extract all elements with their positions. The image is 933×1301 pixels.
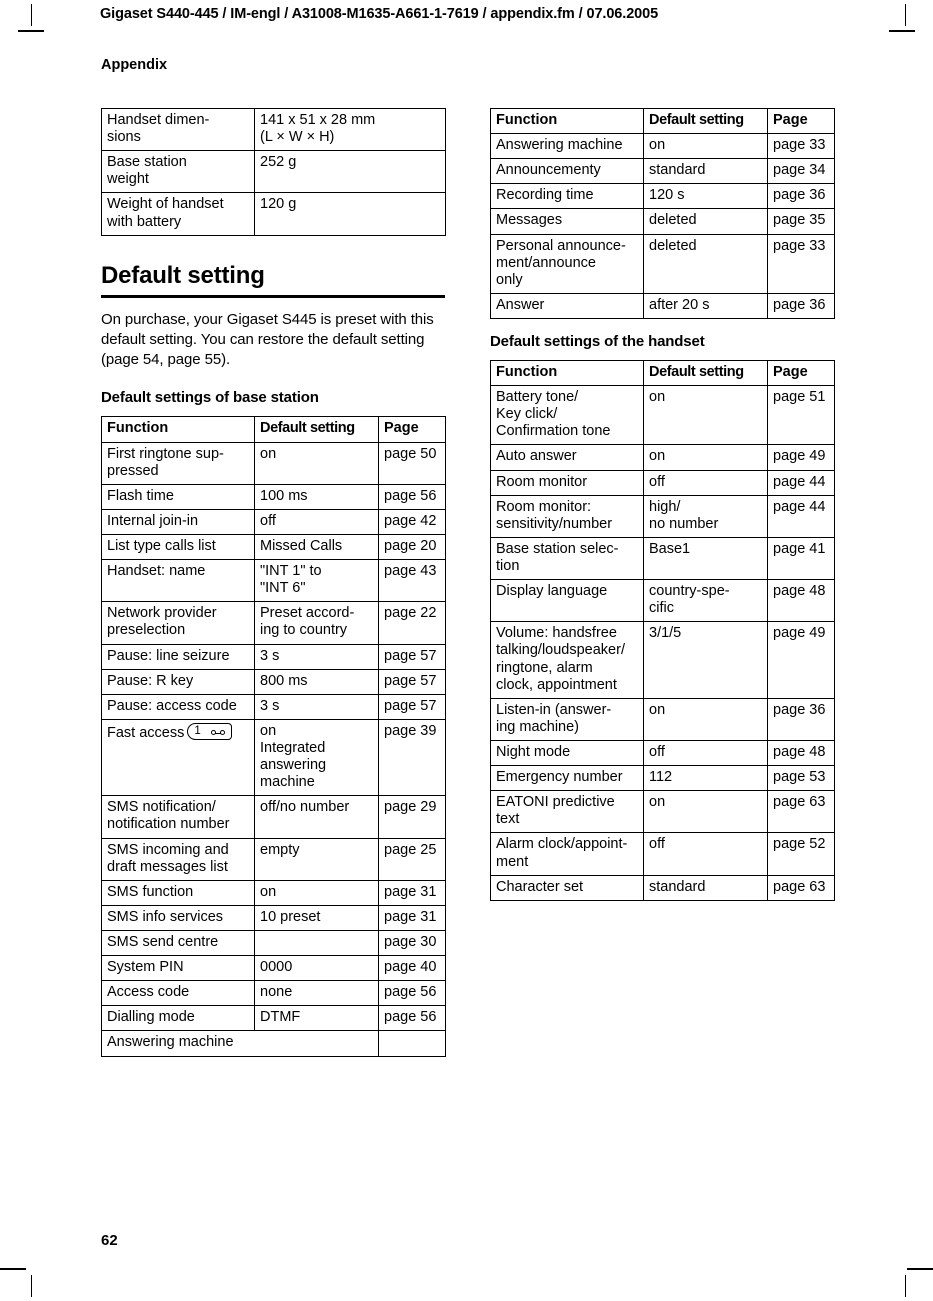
page-cell: page 22 [379,602,446,644]
page-number: 62 [101,1232,118,1249]
table-row [102,602,446,644]
function-cell: Answering machine [102,1031,379,1056]
function-cell: Pause: access code [102,694,255,719]
column-header-function: Function [491,360,644,385]
table-row [102,669,446,694]
table-row [491,293,835,318]
function-cell: Display language [491,580,644,622]
default-setting-cell: standard [644,875,768,900]
table-row [102,719,446,795]
trim-mark-top-left [18,30,44,32]
page-cell: page 53 [768,766,835,791]
function-cell: System PIN [102,956,255,981]
function-cell: SMS incoming and draft messages list [102,838,255,880]
page-title: Default setting [101,262,445,298]
page-cell: page 49 [768,622,835,698]
trim-mark-top-right [889,30,915,32]
handset-table-head [491,360,835,385]
table-header-row [102,417,446,442]
default-setting-cell: on [255,880,379,905]
page-cell: page 25 [379,838,446,880]
table-row [491,740,835,765]
default-setting-cell: Base1 [644,537,768,579]
page-cell: page 29 [379,796,446,838]
table-row [491,791,835,833]
chapter-title: Appendix [101,57,168,73]
column-header-default-setting: Default setting [255,417,379,442]
handset-defaults-table [490,360,835,901]
base-station-table-head [102,417,446,442]
default-setting-cell: off/no number [255,796,379,838]
table-row [102,880,446,905]
default-setting-cell: Preset accord- ing to country [255,602,379,644]
default-setting-cell: on [644,791,768,833]
table-row [102,644,446,669]
page-cell: page 39 [379,719,446,795]
page-cell: page 56 [379,981,446,1006]
page-cell: page 35 [768,209,835,234]
function-cell: EATONI predictive text [491,791,644,833]
default-setting-cell: 0000 [255,956,379,981]
default-setting-cell: 3 s [255,694,379,719]
page-cell: page 42 [379,509,446,534]
page-cell: page 63 [768,875,835,900]
page-cell: page 63 [768,791,835,833]
left-column [101,108,445,1057]
table-row [102,1006,446,1031]
function-cell: Pause: line seizure [102,644,255,669]
crop-mark-top-left [31,4,32,26]
table-row [102,796,446,838]
default-setting-cell [255,930,379,955]
page-cell: page 57 [379,644,446,669]
default-setting-cell: after 20 s [644,293,768,318]
column-header-page: Page [768,360,835,385]
column-header-page: Page [379,417,446,442]
function-cell: SMS info services [102,905,255,930]
function-cell: Internal join-in [102,509,255,534]
default-setting-cell: high/ no number [644,495,768,537]
table-row [102,1031,446,1056]
spec-value-cell: 120 g [255,193,446,235]
page-cell: page 36 [768,184,835,209]
page-cell: page 51 [768,386,835,445]
table-row [491,698,835,740]
table-row [102,535,446,560]
function-cell: Auto answer [491,445,644,470]
crop-mark-top-right [905,4,906,26]
function-cell: SMS function [102,880,255,905]
table-row [102,509,446,534]
table-row [491,184,835,209]
default-setting-cell: 100 ms [255,484,379,509]
key-number-label: 1 [194,724,201,737]
function-cell: First ringtone sup- pressed [102,442,255,484]
handset-specifications-table [101,108,446,236]
spec-value-cell: 252 g [255,151,446,193]
function-cell: Answering machine [491,134,644,159]
default-setting-cell: 120 s [644,184,768,209]
spec-label-cell: Base station weight [102,151,255,193]
page-cell: page 50 [379,442,446,484]
function-cell: Room monitor [491,470,644,495]
page-cell: page 48 [768,740,835,765]
function-cell: SMS notification/ notification number [102,796,255,838]
function-cell: Handset: name [102,560,255,602]
function-cell: Dialling mode [102,1006,255,1031]
right-column [490,108,834,901]
function-cell: Announcementy [491,159,644,184]
function-cell: Flash time [102,484,255,509]
table-row [102,484,446,509]
column-header-page: Page [768,109,835,134]
subheading-handset: Default settings of the handset [490,332,705,350]
default-setting-cell: Missed Calls [255,535,379,560]
page-cell: page 36 [768,698,835,740]
page-cell: page 44 [768,470,835,495]
default-setting-cell: on [644,445,768,470]
default-setting-cell: on [644,386,768,445]
function-cell: Room monitor: sensitivity/number [491,495,644,537]
table-row [491,445,835,470]
table-row [102,905,446,930]
function-cell: SMS send centre [102,930,255,955]
table-row [102,694,446,719]
table-row [102,193,446,235]
function-cell: Pause: R key [102,669,255,694]
default-setting-cell: 800 ms [255,669,379,694]
table-row [491,386,835,445]
page-cell: page 33 [768,134,835,159]
default-setting-cell: on [255,442,379,484]
table-row [102,109,446,151]
function-cell: Personal announce- ment/announce only [491,234,644,293]
crop-mark-bottom-right [905,1275,906,1297]
default-setting-cell: off [644,833,768,875]
base-station-defaults-table [101,416,446,1056]
function-cell: Answer [491,293,644,318]
table-row [102,930,446,955]
table-row [102,560,446,602]
table-row [491,766,835,791]
page-cell: page 56 [379,1006,446,1031]
table-row [491,495,835,537]
handset-key-1-answering-machine-icon [187,723,232,740]
page-cell: page 20 [379,535,446,560]
default-setting-cell: on Integrated answering machine [255,719,379,795]
default-setting-cell: deleted [644,234,768,293]
trim-mark-bottom-left [0,1268,26,1270]
default-setting-cell: 10 preset [255,905,379,930]
column-header-default-setting: Default setting [644,360,768,385]
default-setting-cell: "INT 1" to "INT 6" [255,560,379,602]
table-row [102,151,446,193]
default-setting-cell: country-spe- cific [644,580,768,622]
default-setting-cell: standard [644,159,768,184]
table-row [102,981,446,1006]
column-header-function: Function [491,109,644,134]
function-cell: Battery tone/ Key click/ Confirmation tone [491,386,644,445]
page-cell: page 30 [379,930,446,955]
table-row [491,622,835,698]
function-cell: Character set [491,875,644,900]
function-cell: Fast access 1 [102,719,255,795]
page-cell: page 31 [379,880,446,905]
function-cell: Network provider preselection [102,602,255,644]
table-row [491,234,835,293]
default-setting-cell: 3 s [255,644,379,669]
page-cell: page 57 [379,669,446,694]
column-header-function: Function [102,417,255,442]
answering-machine-tape-glyph [211,730,225,735]
intro-paragraph: On purchase, your Gigaset S445 is preset with this default setting. You can restore the default setting (page 54, page 55). [101,310,434,368]
base-station-table-body [102,442,446,1056]
running-header: Gigaset S440-445 / IM-engl / A31008-M1635-A661-1-7619 / appendix.fm / 07.06.2005 [100,6,659,22]
page-cell: page 56 [379,484,446,509]
answering-machine-defaults-table [490,108,835,319]
table-row [491,134,835,159]
function-cell: List type calls list [102,535,255,560]
function-cell: Messages [491,209,644,234]
crop-mark-bottom-left [31,1275,32,1297]
default-setting-cell: DTMF [255,1006,379,1031]
page-cell: page 31 [379,905,446,930]
page-cell: page 40 [379,956,446,981]
table-row [102,956,446,981]
table-header-row [491,360,835,385]
function-cell: Recording time [491,184,644,209]
table-row [491,875,835,900]
handset-table-body [491,386,835,901]
table-header-row [491,109,835,134]
default-setting-cell: deleted [644,209,768,234]
default-setting-cell: off [255,509,379,534]
page-cell: page 49 [768,445,835,470]
table-row [102,838,446,880]
page-cell: page 44 [768,495,835,537]
spec-label-cell: Handset dimen- sions [102,109,255,151]
default-setting-cell: off [644,740,768,765]
table-row [491,537,835,579]
default-setting-cell: off [644,470,768,495]
page-cell: page 33 [768,234,835,293]
function-cell: Access code [102,981,255,1006]
page-cell: page 52 [768,833,835,875]
spec-table-body [102,109,446,236]
answering-machine-table-body [491,134,835,319]
page-cell [379,1031,446,1056]
table-row [491,470,835,495]
default-setting-cell: empty [255,838,379,880]
function-cell: Emergency number [491,766,644,791]
page-cell: page 48 [768,580,835,622]
default-setting-cell: on [644,134,768,159]
default-setting-cell: none [255,981,379,1006]
function-cell: Listen-in (answer- ing machine) [491,698,644,740]
trim-mark-bottom-right [907,1268,933,1270]
function-cell: Alarm clock/appoint- ment [491,833,644,875]
page-cell: page 43 [379,560,446,602]
table-row [491,209,835,234]
column-header-default-setting: Default setting [644,109,768,134]
function-cell: Volume: handsfree talking/loudspeaker/ ringtone, alarm clock, appointment [491,622,644,698]
answering-machine-table-head [491,109,835,134]
function-cell: Night mode [491,740,644,765]
default-setting-cell: 3/1/5 [644,622,768,698]
page-cell: page 34 [768,159,835,184]
table-row [491,159,835,184]
default-setting-cell: on [644,698,768,740]
page-cell: page 36 [768,293,835,318]
default-setting-cell: 112 [644,766,768,791]
spec-label-cell: Weight of handset with battery [102,193,255,235]
page-cell: page 57 [379,694,446,719]
page-cell: page 41 [768,537,835,579]
table-row [102,442,446,484]
subheading-base-station: Default settings of base station [101,389,319,407]
spec-value-cell: 141 x 51 x 28 mm (L × W × H) [255,109,446,151]
function-cell: Base station selec- tion [491,537,644,579]
table-row [491,833,835,875]
table-row [491,580,835,622]
